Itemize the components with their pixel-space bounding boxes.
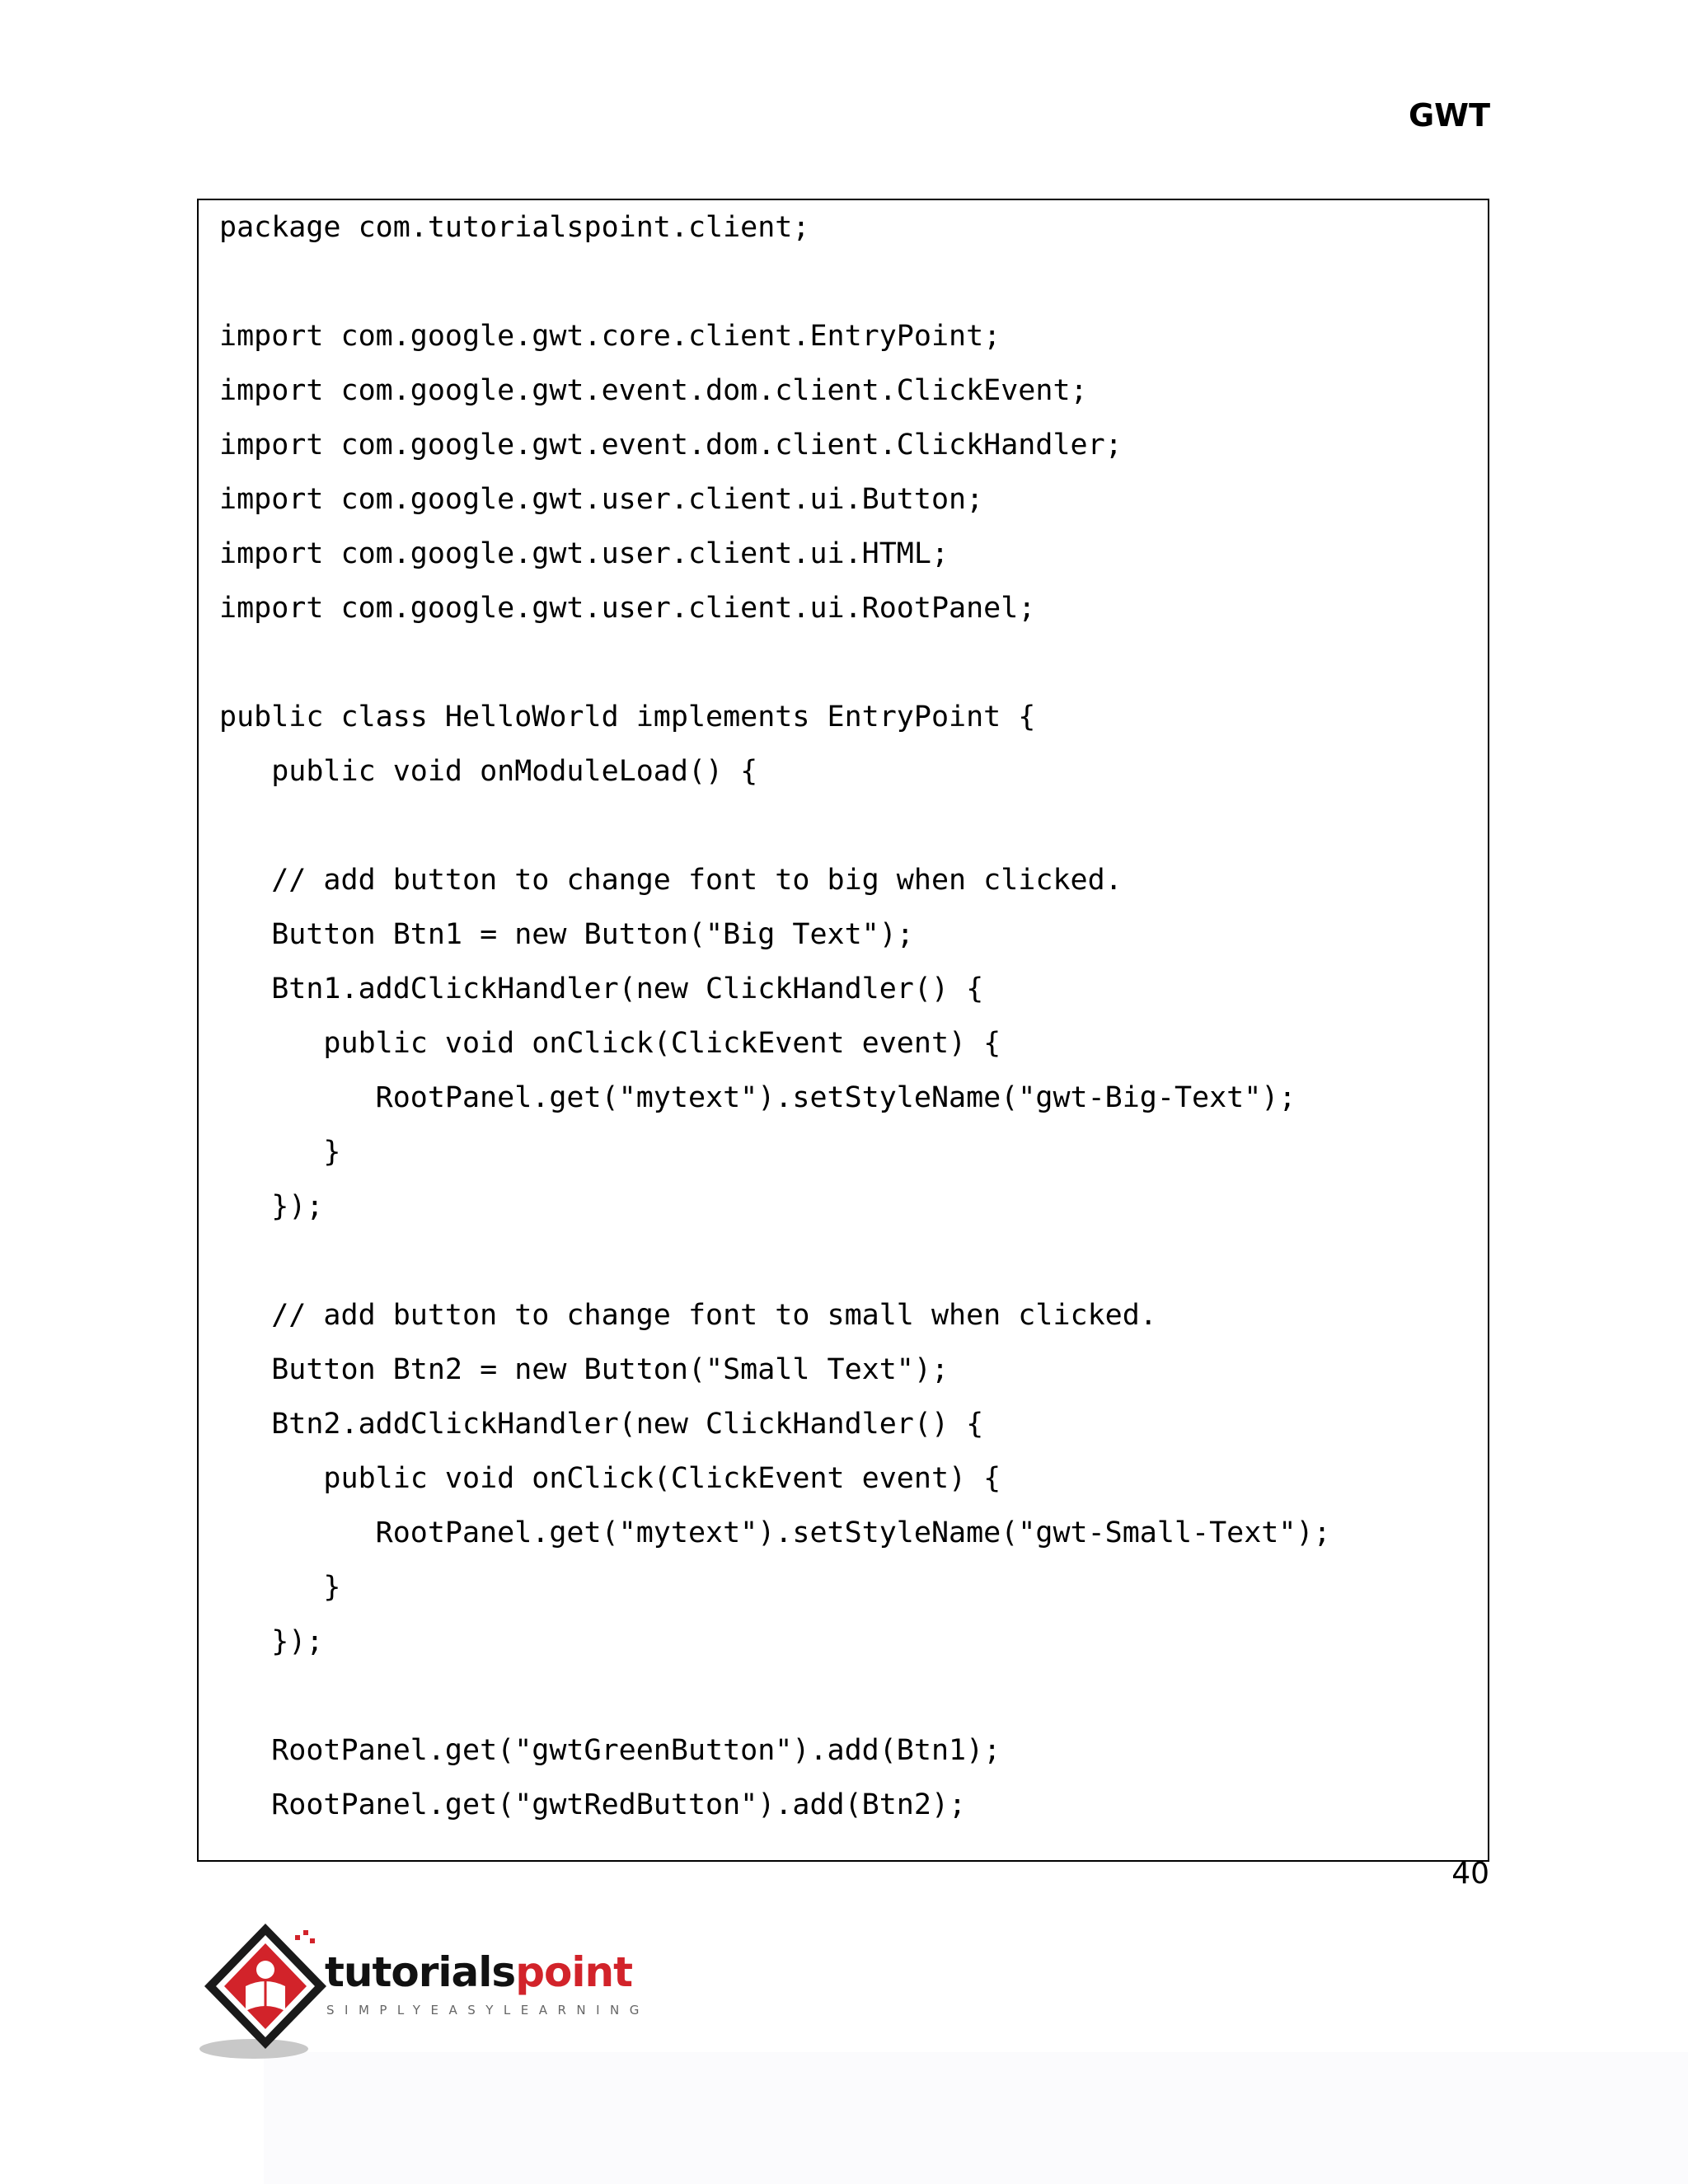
code-line: RootPanel.get("mytext").setStyleName("gwt-Small-Text"); <box>219 1516 1331 1549</box>
code-line: public void onClick(ClickEvent event) { <box>219 1462 1001 1495</box>
tutorialspoint-logo <box>195 1919 656 2067</box>
code-line: } <box>219 1136 341 1169</box>
code-line: Button Btn1 = new Button("Big Text"); <box>219 918 914 951</box>
code-line: Btn1.addClickHandler(new ClickHandler() { <box>219 972 984 1005</box>
footer-background <box>264 2052 1688 2184</box>
code-block <box>197 199 1489 1862</box>
code-line: RootPanel.get("gwtRedButton").add(Btn2); <box>219 1788 967 1821</box>
code-line: // add button to change font to small when clicked. <box>219 1299 1157 1332</box>
code-line: }); <box>219 1190 324 1223</box>
code-line: Button Btn2 = new Button("Small Text"); <box>219 1353 950 1386</box>
page-header-title: GWT <box>1408 97 1490 134</box>
code-line: // add button to change font to big when clicked. <box>219 864 1123 897</box>
code-line: import com.google.gwt.event.dom.client.ClickHandler; <box>219 429 1123 462</box>
code-line: import com.google.gwt.event.dom.client.ClickEvent; <box>219 374 1088 407</box>
logo-name-part2: point <box>515 1948 632 1996</box>
code-line: import com.google.gwt.user.client.ui.Button; <box>219 483 984 516</box>
code-line: import com.google.gwt.user.client.ui.RootPanel; <box>219 592 1036 625</box>
code-line: public class HelloWorld implements EntryPoint { <box>219 701 1036 733</box>
code-line: }); <box>219 1625 324 1658</box>
code-line: RootPanel.get("mytext").setStyleName("gwt-Big-Text"); <box>219 1081 1296 1114</box>
logo-tagline: SIMPLYEASYLEARNING <box>326 2003 649 2018</box>
code-line: public void onClick(ClickEvent event) { <box>219 1027 1001 1060</box>
code-line: import com.google.gwt.core.client.EntryPoint; <box>219 320 1001 353</box>
code-line: Btn2.addClickHandler(new ClickHandler() { <box>219 1408 984 1441</box>
code-line: } <box>219 1571 341 1604</box>
code-line: package com.tutorialspoint.client; <box>219 211 810 244</box>
logo-emblem-icon <box>195 1919 335 2067</box>
logo-wordmark <box>325 1948 632 1996</box>
page-number: 40 <box>1451 1857 1489 1891</box>
code-line: import com.google.gwt.user.client.ui.HTML; <box>219 537 950 570</box>
code-line: RootPanel.get("gwtGreenButton").add(Btn1); <box>219 1734 1001 1767</box>
code-line: public void onModuleLoad() { <box>219 755 758 788</box>
logo-name-part1: tutorials <box>325 1948 516 1996</box>
